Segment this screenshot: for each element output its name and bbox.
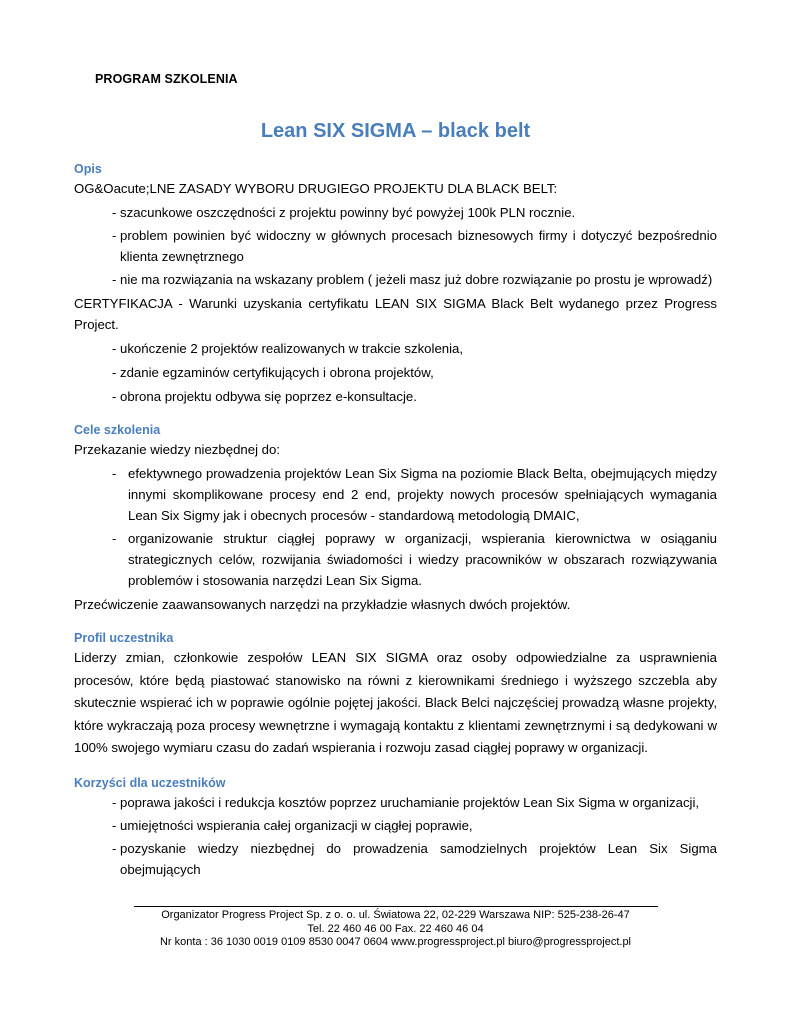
opis-intro: OG&Oacute;LNE ZASADY WYBORU DRUGIEGO PROJEKTU DLA BLACK BELT: bbox=[74, 181, 558, 196]
list-item: - organizowanie struktur ciągłej poprawy w organizacji, wspierania kierownictwa w osiąganiu strategicznych celów, rozwijania świadomości i wiedzy pracowników w obszarach rozwiązywania problemów i stosowania narzędzi Lean Six Sigma. bbox=[74, 528, 717, 591]
list-item: - szacunkowe oszczędności z projektu powinny być powyżej 100k PLN rocznie. bbox=[74, 202, 717, 223]
opis-list bbox=[74, 202, 717, 290]
list-item: - poprawa jakości i redukcja kosztów poprzez uruchamianie projektów Lean Six Sigma w organizacji, bbox=[74, 792, 717, 813]
cele-list bbox=[74, 463, 717, 591]
section-heading-profil: Profil uczestnika bbox=[74, 631, 174, 645]
footer-divider bbox=[134, 906, 658, 907]
list-item: - obrona projektu odbywa się poprzez e-konsultacje. bbox=[74, 386, 717, 407]
list-item: - efektywnego prowadzenia projektów Lean Six Sigma na poziomie Black Belta, obejmujących między innymi skomplikowane procesy end 2 end, projekty nowych procesów spełniających wymagania Lean Six Sigmy jak i obecnych procesów - standardową metodologią DMAIC, bbox=[74, 463, 717, 526]
page-footer bbox=[0, 909, 791, 950]
section-heading-cele: Cele szkolenia bbox=[74, 423, 161, 437]
list-item: - ukończenie 2 projektów realizowanych w trakcie szkolenia, bbox=[74, 338, 717, 359]
list-item: - zdanie egzaminów certyfikujących i obrona projektów, bbox=[74, 362, 717, 383]
footer-organizer: Organizator Progress Project Sp. z o. o. ul. Światowa 22, 02-229 Warszawa NIP: 525-238-26-47 bbox=[161, 909, 630, 921]
document-title: Lean SIX SIGMA – black belt bbox=[260, 120, 531, 142]
list-item: - umiejętności wspierania całej organizacji w ciągłej poprawie, bbox=[74, 815, 717, 836]
profil-text: Liderzy zmian, członkowie zespołów LEAN SIX SIGMA oraz osoby odpowiedzialne za usprawnienia procesów, które będą piastować stanowisko na równi z kierownikami średniego i wyższego szczebla aby skutecznie wspierać ich w poprawie ogólnie pojętej jakości. Black Belci najczęściej prowadzą własne projekty, które wykraczają poza procesy wewnętrzne i wymagają kontaktu z klientami zewnętrznymi i są dedykowani w 100% swojego wymiaru czasu do zadań wspierania i rozwoju zasad ciągłej poprawy w organizacji. bbox=[74, 650, 717, 755]
section-heading-korzysci: Korzyści dla uczestników bbox=[74, 775, 226, 790]
certification-list bbox=[74, 338, 717, 407]
list-item: - pozyskanie wiedzy niezbędnej do prowadzenia samodzielnych projektów Lean Six Sigma obejmujących bbox=[74, 838, 717, 880]
document-label: PROGRAM SZKOLENIA bbox=[95, 72, 238, 86]
certification-text: CERTYFIKACJA - Warunki uzyskania certyfikatu LEAN SIX SIGMA Black Belt wydanego przez Progress Project. bbox=[74, 296, 717, 332]
footer-phone: Tel. 22 460 46 00 Fax. 22 460 46 04 bbox=[307, 922, 484, 935]
document-body bbox=[74, 160, 717, 880]
korzysci-list bbox=[74, 792, 717, 880]
section-heading-opis: Opis bbox=[74, 162, 102, 176]
list-item: - problem powinien być widoczny w głównych procesach biznesowych firmy i dotyczyć bezpośrednio klienta zewnętrznego bbox=[74, 225, 717, 267]
footer-account: Nr konta : 36 1030 0019 0109 8530 0047 0604 www.progressproject.pl biuro@progressproject.pl bbox=[159, 936, 632, 948]
cele-intro: Przekazanie wiedzy niezbędnej do: bbox=[74, 442, 280, 457]
cele-outro: Przećwiczenie zaawansowanych narzędzi na przykładzie własnych dwóch projektów. bbox=[74, 597, 571, 612]
list-item: - nie ma rozwiązania na wskazany problem ( jeżeli masz już dobre rozwiązanie po prostu je wprowadź) bbox=[74, 269, 717, 290]
